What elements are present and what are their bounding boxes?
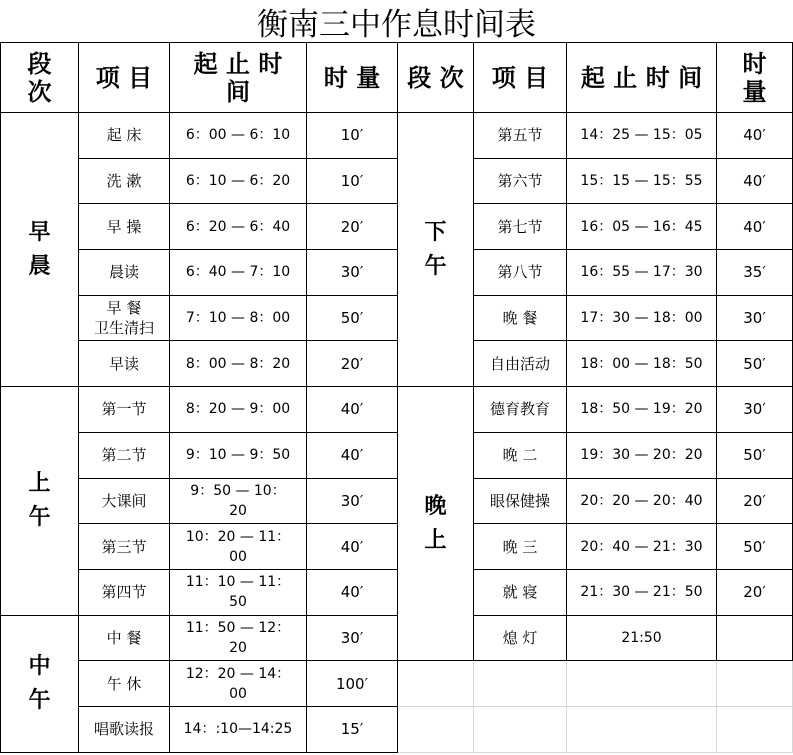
empty-cell — [567, 661, 717, 707]
item-cell-right: 晚 三 — [474, 524, 567, 570]
time-range-cell-right: 20：40 — 21：30 — [567, 524, 717, 570]
duration-cell: 40′ — [307, 569, 398, 615]
empty-cell — [398, 706, 474, 752]
empty-cell — [398, 661, 474, 707]
time-range-cell: 9：50 — 10： 20 — [170, 478, 307, 524]
duration-cell-right: 30′ — [717, 295, 793, 341]
segment-cell: 中 午 — [1, 615, 79, 752]
duration-cell: 20′ — [307, 204, 398, 250]
item-cell-right: 晚 餐 — [474, 295, 567, 341]
time-range-cell: 8：00 — 8：20 — [170, 341, 307, 387]
segment-cell-right: 下 午 — [398, 113, 474, 387]
item-cell: 大课间 — [79, 478, 170, 524]
duration-cell: 100′ — [307, 661, 398, 707]
page-title: 衡南三中作息时间表 — [257, 6, 536, 43]
time-range-cell-right: 20：20 — 20：40 — [567, 478, 717, 524]
duration-cell: 50′ — [307, 295, 398, 341]
time-range-cell: 12：20 — 14： 00 — [170, 661, 307, 707]
duration-cell-right — [717, 615, 793, 661]
time-range-cell: 9：10 — 9：50 — [170, 432, 307, 478]
header-item-right: 项目 — [474, 43, 567, 113]
item-cell: 早 操 — [79, 204, 170, 250]
time-range-cell-right: 17：30 — 18：00 — [567, 295, 717, 341]
duration-cell: 20′ — [307, 341, 398, 387]
item-cell: 中 餐 — [79, 615, 170, 661]
duration-cell-right: 50′ — [717, 524, 793, 570]
time-range-cell: 14：:10—14:25 — [170, 706, 307, 752]
header-duration: 时量 — [307, 43, 398, 113]
header-item: 项目 — [79, 43, 170, 113]
time-range-cell-right: 18：00 — 18：50 — [567, 341, 717, 387]
header-time-range-right: 起止时间 — [567, 43, 717, 113]
duration-cell-right: 35′ — [717, 250, 793, 296]
duration-cell-right: 40′ — [717, 158, 793, 204]
time-range-cell-right: 19：30 — 20：20 — [567, 432, 717, 478]
item-cell-right: 眼保健操 — [474, 478, 567, 524]
header-segment: 段 次 — [1, 43, 79, 113]
item-cell: 起 床 — [79, 113, 170, 159]
item-cell-right: 第五节 — [474, 113, 567, 159]
time-range-cell: 10：20 — 11： 00 — [170, 524, 307, 570]
time-range-cell: 11：50 — 12： 20 — [170, 615, 307, 661]
segment-cell: 早 晨 — [1, 113, 79, 387]
duration-cell: 10′ — [307, 113, 398, 159]
time-range-cell: 6：20 — 6：40 — [170, 204, 307, 250]
duration-cell: 10′ — [307, 158, 398, 204]
schedule-table — [0, 42, 793, 753]
time-range-cell-right: 16：05 — 16：45 — [567, 204, 717, 250]
item-cell: 早读 — [79, 341, 170, 387]
item-cell: 唱歌读报 — [79, 706, 170, 752]
item-cell-right: 德育教育 — [474, 387, 567, 433]
empty-cell — [717, 706, 793, 752]
time-range-cell: 8：20 — 9：00 — [170, 387, 307, 433]
duration-cell: 40′ — [307, 524, 398, 570]
duration-cell: 30′ — [307, 615, 398, 661]
item-cell-right: 晚 二 — [474, 432, 567, 478]
item-cell-right: 第六节 — [474, 158, 567, 204]
item-cell: 第三节 — [79, 524, 170, 570]
time-range-cell: 6：10 — 6：20 — [170, 158, 307, 204]
item-cell: 午 休 — [79, 661, 170, 707]
item-cell-right: 熄 灯 — [474, 615, 567, 661]
empty-cell — [717, 661, 793, 707]
item-cell-right: 第八节 — [474, 250, 567, 296]
duration-cell-right: 40′ — [717, 204, 793, 250]
time-range-cell-right: 21:50 — [567, 615, 717, 661]
item-cell: 第一节 — [79, 387, 170, 433]
item-cell: 洗 漱 — [79, 158, 170, 204]
duration-cell-right: 30′ — [717, 387, 793, 433]
duration-cell-right: 50′ — [717, 341, 793, 387]
time-range-cell-right: 16：55 — 17：30 — [567, 250, 717, 296]
item-cell-right: 第七节 — [474, 204, 567, 250]
item-cell: 第四节 — [79, 569, 170, 615]
time-range-cell-right: 14：25 — 15：05 — [567, 113, 717, 159]
time-range-cell-right: 18：50 — 19：20 — [567, 387, 717, 433]
duration-cell: 15′ — [307, 706, 398, 752]
empty-cell — [567, 706, 717, 752]
item-cell-right: 就 寝 — [474, 569, 567, 615]
time-range-cell-right: 21：30 — 21：50 — [567, 569, 717, 615]
duration-cell-right: 50′ — [717, 432, 793, 478]
time-range-cell-right: 15：15 — 15：55 — [567, 158, 717, 204]
duration-cell: 30′ — [307, 478, 398, 524]
empty-cell — [474, 706, 567, 752]
header-duration-right: 时 量 — [717, 43, 793, 113]
duration-cell: 40′ — [307, 432, 398, 478]
duration-cell: 40′ — [307, 387, 398, 433]
time-range-cell: 6：00 — 6：10 — [170, 113, 307, 159]
item-cell: 第二节 — [79, 432, 170, 478]
duration-cell-right: 20′ — [717, 478, 793, 524]
time-range-cell: 11：10 — 11： 50 — [170, 569, 307, 615]
time-range-cell: 7：10 — 8：00 — [170, 295, 307, 341]
duration-cell: 30′ — [307, 250, 398, 296]
segment-cell: 上 午 — [1, 387, 79, 615]
segment-cell-right: 晚 上 — [398, 387, 474, 661]
item-cell: 早 餐 卫生清扫 — [79, 295, 170, 341]
duration-cell-right: 40′ — [717, 113, 793, 159]
item-cell: 晨读 — [79, 250, 170, 296]
header-segment-right: 段次 — [398, 43, 474, 113]
time-range-cell: 6：40 — 7：10 — [170, 250, 307, 296]
item-cell-right: 自由活动 — [474, 341, 567, 387]
duration-cell-right: 20′ — [717, 569, 793, 615]
empty-cell — [474, 661, 567, 707]
header-time-range: 起止时 间 — [170, 43, 307, 113]
